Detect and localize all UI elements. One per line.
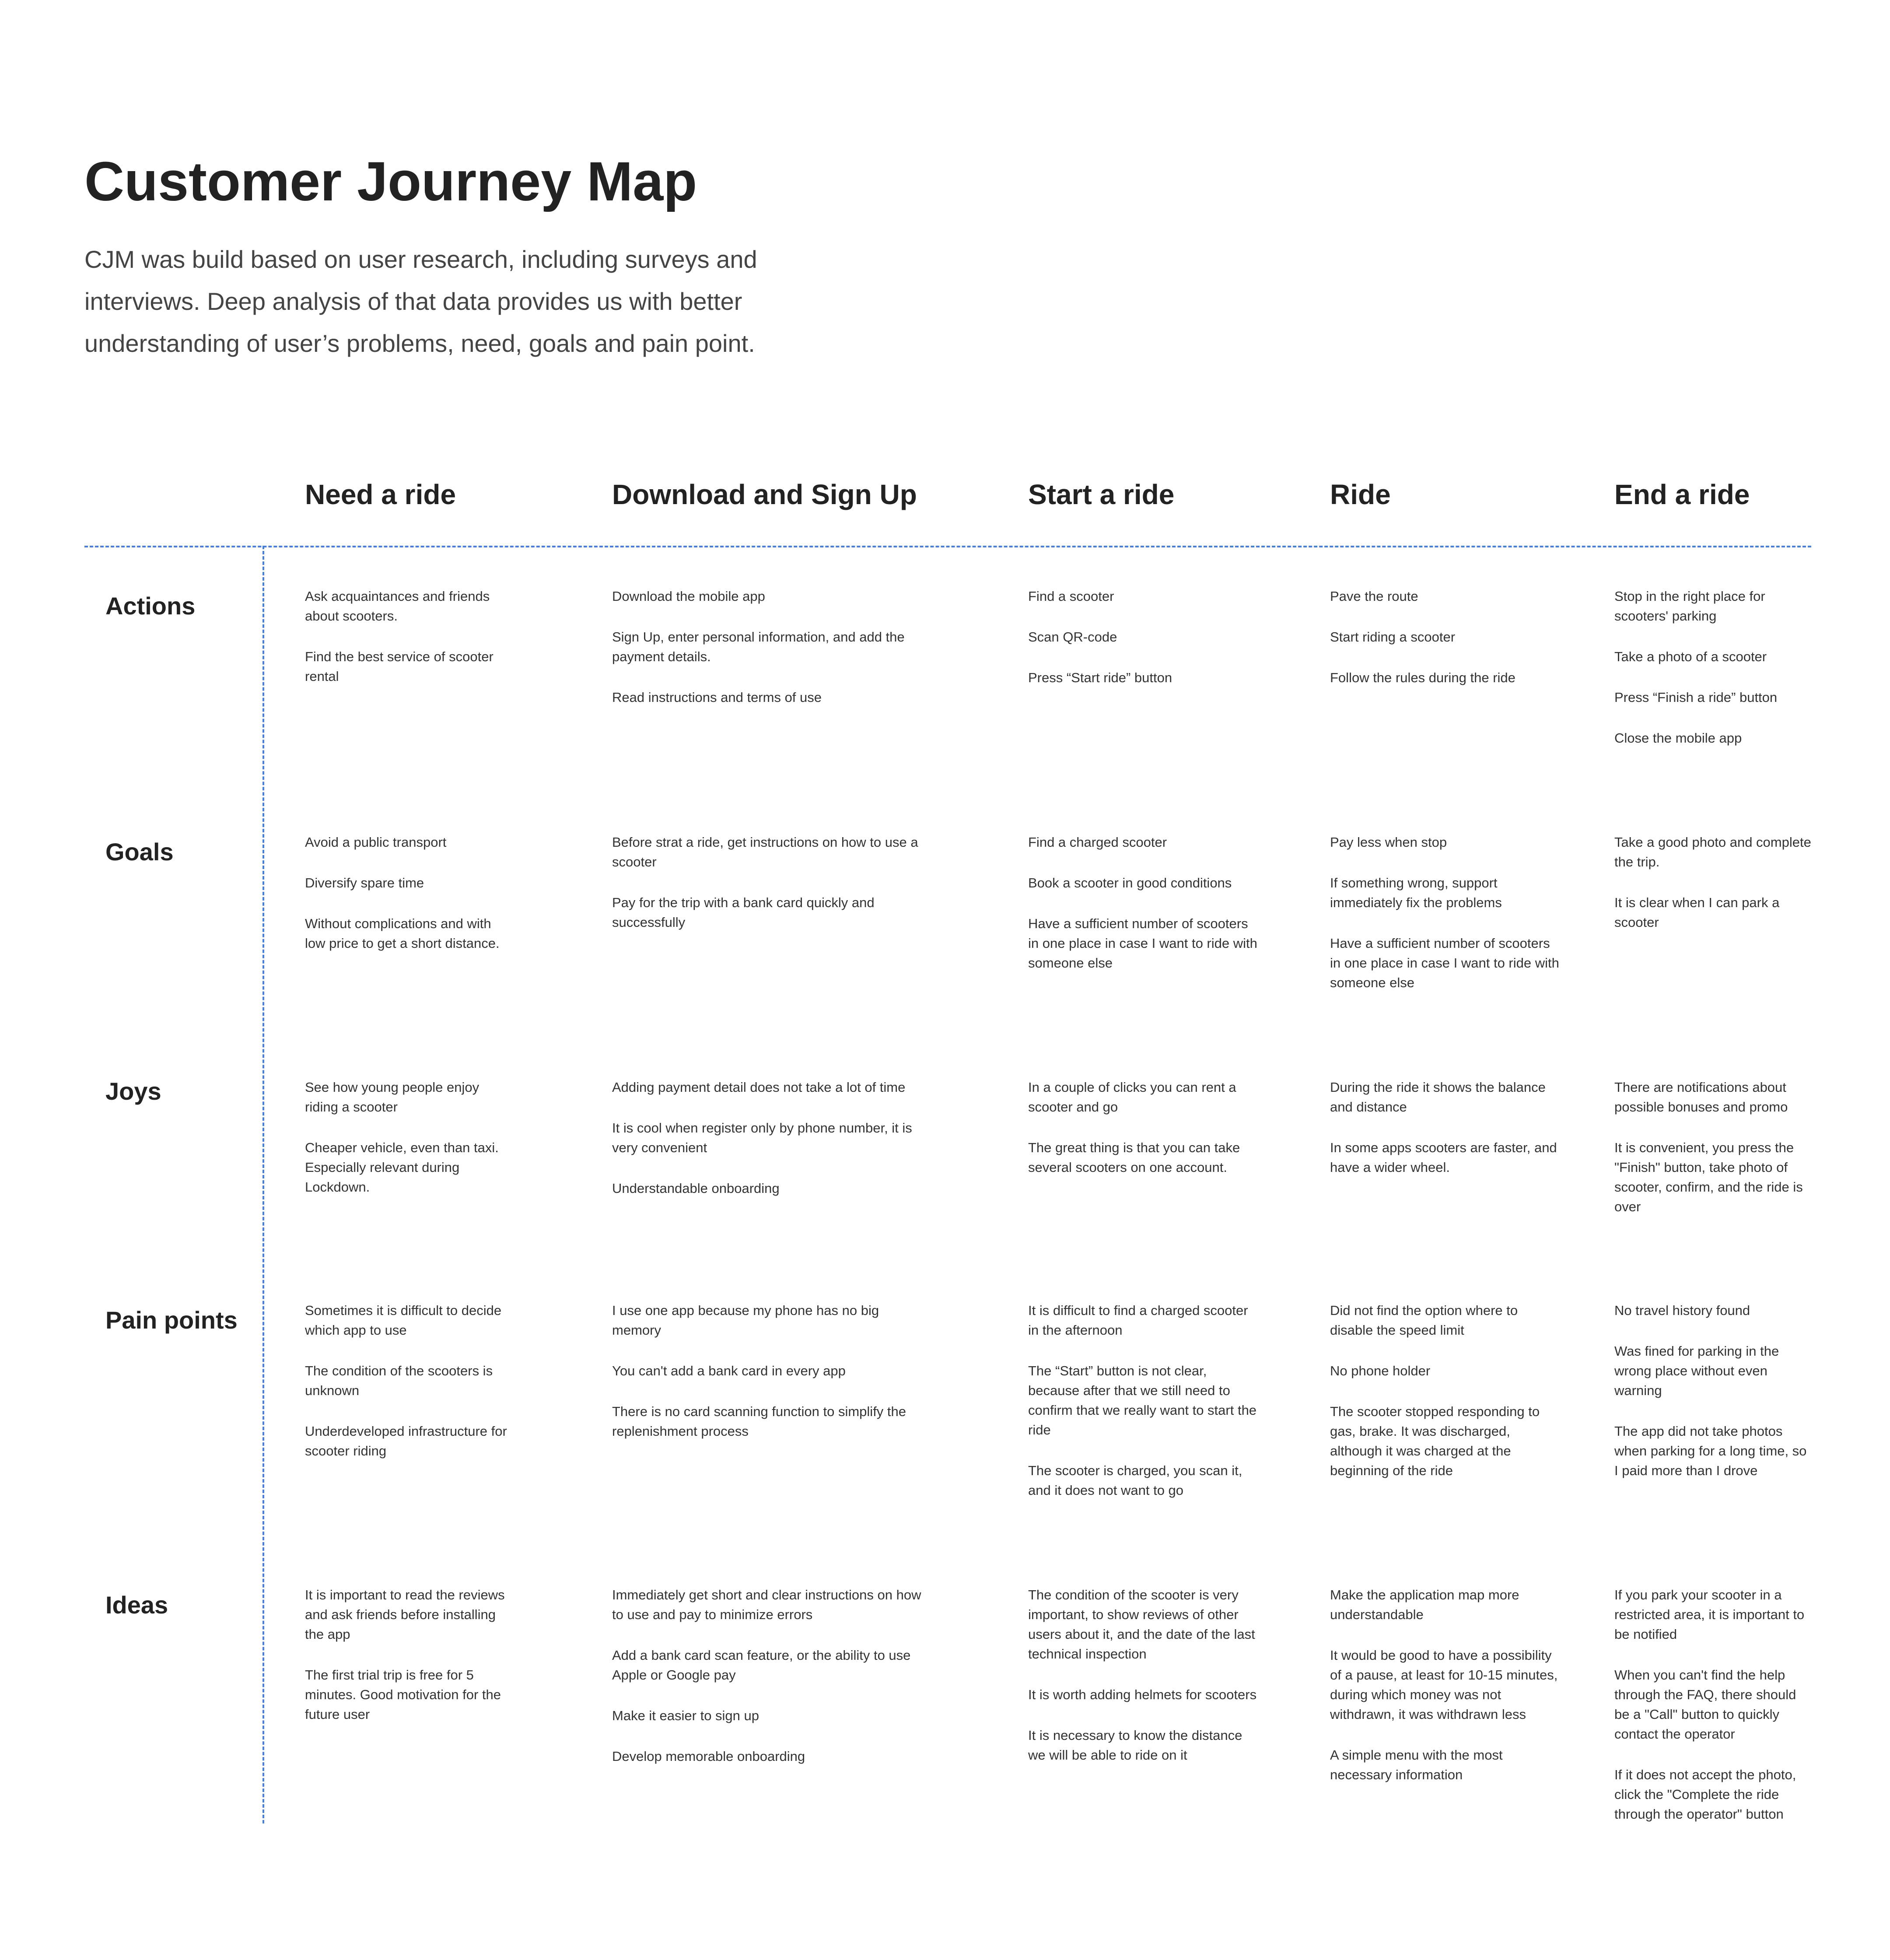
- cell-item: During the ride it shows the balance and distance: [1330, 1080, 1546, 1115]
- cell-item: Have a sufficient number of scooters in one place in case I want to ride with someone else: [1028, 916, 1257, 971]
- cell-goals-start-a-ride: [1028, 832, 1260, 973]
- cell-item: Find a scooter: [1028, 589, 1114, 604]
- cell-item: Have a sufficient number of scooters in one place in case I want to ride with someone else: [1330, 936, 1559, 990]
- cell-pain-points-start-a-ride: [1028, 1301, 1260, 1500]
- cell-item: Understandable onboarding: [612, 1181, 780, 1196]
- cell-item: Make the application map more understandable: [1330, 1587, 1519, 1622]
- cell-item: The great thing is that you can take several scooters on one account.: [1028, 1140, 1240, 1175]
- cell-item: No phone holder: [1330, 1363, 1431, 1378]
- cell-item: Find the best service of scooter rental: [305, 649, 494, 684]
- cell-ideas-ride: [1330, 1585, 1562, 1785]
- cell-item: Find a charged scooter: [1028, 834, 1167, 850]
- row-label-actions: Actions: [105, 592, 196, 620]
- cell-item: The scooter is charged, you scan it, and it does not want to go: [1028, 1463, 1242, 1498]
- cell-item: Pay for the trip with a bank card quickly and successfully: [612, 895, 875, 930]
- cell-item: In some apps scooters are faster, and have a wider wheel.: [1330, 1140, 1557, 1175]
- cell-pain-points-ride: [1330, 1301, 1562, 1480]
- cell-item: Scan QR-code: [1028, 629, 1117, 645]
- page-title: Customer Journey Map: [84, 151, 697, 212]
- cell-joys-need-a-ride: [305, 1077, 511, 1197]
- stage-download-and-sign-up: Download and Sign Up: [612, 479, 917, 510]
- cell-item: Sign Up, enter personal information, and add the payment details.: [612, 629, 905, 664]
- cell-actions-ride: [1330, 586, 1562, 687]
- row-label-joys: Joys: [105, 1077, 161, 1105]
- cell-item: It is convenient, you press the "Finish" button, take photo of scooter, confirm, and the ride is over: [1614, 1140, 1803, 1214]
- cell-item: Was fined for parking in the wrong place without even warning: [1614, 1343, 1779, 1398]
- cell-actions-start-a-ride: [1028, 586, 1260, 687]
- cell-actions-end-a-ride: [1614, 586, 1813, 748]
- stage-ride: Ride: [1330, 479, 1391, 510]
- cell-item: Read instructions and terms of use: [612, 690, 822, 705]
- cell-pain-points-end-a-ride: [1614, 1301, 1813, 1480]
- cell-joys-start-a-ride: [1028, 1077, 1260, 1177]
- cell-item: The “Start” button is not clear, because after that we still need to confirm that we really want to start the ride: [1028, 1363, 1257, 1438]
- cell-item: It is cool when register only by phone number, it is very convenient: [612, 1120, 912, 1155]
- cell-item: There is no card scanning function to simplify the replenishment process: [612, 1404, 906, 1439]
- stage-need-a-ride: Need a ride: [305, 479, 456, 510]
- cell-item: Diversify spare time: [305, 875, 424, 891]
- cell-item: Pay less when stop: [1330, 834, 1447, 850]
- cell-item: Did not find the option where to disable the speed limit: [1330, 1303, 1518, 1338]
- cell-item: Follow the rules during the ride: [1330, 670, 1516, 685]
- cell-item: Adding payment detail does not take a lot of time: [612, 1080, 906, 1095]
- cell-item: Before strat a ride, get instructions on how to use a scooter: [612, 834, 918, 870]
- cell-item: The app did not take photos when parking for a long time, so I paid more than I drove: [1614, 1424, 1807, 1478]
- cell-goals-need-a-ride: [305, 832, 511, 953]
- cell-item: Underdeveloped infrastructure for scooter riding: [305, 1424, 507, 1459]
- cell-item: It is difficult to find a charged scooter in the afternoon: [1028, 1303, 1248, 1338]
- cell-item: A simple menu with the most necessary information: [1330, 1747, 1503, 1782]
- cell-item: The condition of the scooters is unknown: [305, 1363, 493, 1398]
- cell-item: It is worth adding helmets for scooters: [1028, 1687, 1257, 1702]
- cell-item: Book a scooter in good conditions: [1028, 875, 1232, 891]
- cell-item: Pave the route: [1330, 589, 1418, 604]
- cell-item: In a couple of clicks you can rent a scooter and go: [1028, 1080, 1236, 1115]
- cell-item: If something wrong, support immediately fix the problems: [1330, 875, 1502, 910]
- page-description: CJM was build based on user research, including surveys and interviews. Deep analysis of that data provides us with better understanding of user’s problems, need, goals and pain point.: [84, 245, 757, 357]
- stage-start-a-ride: Start a ride: [1028, 479, 1175, 510]
- cell-actions-need-a-ride: [305, 586, 511, 686]
- cell-pain-points-download-and-sign-up: [612, 1301, 927, 1441]
- cell-item: Sometimes it is difficult to decide which app to use: [305, 1303, 502, 1338]
- cell-pain-points-need-a-ride: [305, 1301, 511, 1461]
- cell-item: Take a photo of a scooter: [1614, 649, 1767, 664]
- cell-item: I use one app because my phone has no big memory: [612, 1303, 879, 1338]
- cell-item: Develop memorable onboarding: [612, 1749, 805, 1764]
- cell-item: Make it easier to sign up: [612, 1708, 760, 1723]
- cell-item: If it does not accept the photo, click the "Complete the ride through the operator" button: [1614, 1767, 1796, 1822]
- cell-item: When you can't find the help through the FAQ, there should be a "Call" button to quickly contact the operator: [1614, 1667, 1796, 1742]
- cell-joys-end-a-ride: [1614, 1077, 1813, 1217]
- cell-joys-download-and-sign-up: [612, 1077, 927, 1198]
- cell-item: Press “Finish a ride” button: [1614, 690, 1778, 705]
- cell-item: Immediately get short and clear instructions on how to use and pay to minimize errors: [612, 1587, 921, 1622]
- cell-item: Add a bank card scan feature, or the ability to use Apple or Google pay: [612, 1648, 911, 1683]
- cell-goals-end-a-ride: [1614, 832, 1813, 932]
- row-label-ideas: Ideas: [105, 1591, 168, 1619]
- cell-item: See how young people enjoy riding a scooter: [305, 1080, 480, 1115]
- cell-item: Stop in the right place for scooters' parking: [1614, 589, 1765, 624]
- cell-item: The first trial trip is free for 5 minutes. Good motivation for the future user: [305, 1667, 501, 1722]
- cell-joys-ride: [1330, 1077, 1562, 1177]
- cell-item: It is necessary to know the distance we will be able to ride on it: [1028, 1728, 1242, 1763]
- cell-item: Ask acquaintances and friends about scooters.: [305, 589, 490, 624]
- cell-item: Close the mobile app: [1614, 730, 1742, 746]
- cell-goals-ride: [1330, 832, 1562, 992]
- cell-item: Take a good photo and complete the trip.: [1614, 834, 1811, 870]
- cell-item: You can't add a bank card in every app: [612, 1363, 846, 1378]
- cell-item: Start riding a scooter: [1330, 629, 1456, 645]
- cell-item: Cheaper vehicle, even than taxi. Especially relevant during Lockdown.: [305, 1140, 499, 1195]
- cell-item: It is important to read the reviews and ask friends before installing the app: [305, 1587, 505, 1642]
- cell-item: Download the mobile app: [612, 589, 765, 604]
- row-label-divider: [262, 546, 264, 1823]
- cell-ideas-start-a-ride: [1028, 1585, 1260, 1765]
- row-label-pain-points: Pain points: [105, 1306, 238, 1334]
- cell-item: Without complications and with low price to get a short distance.: [305, 916, 500, 951]
- cell-ideas-need-a-ride: [305, 1585, 511, 1724]
- cell-item: No travel history found: [1614, 1303, 1750, 1318]
- row-label-goals: Goals: [105, 838, 174, 866]
- cell-ideas-end-a-ride: [1614, 1585, 1813, 1824]
- cell-item: Avoid a public transport: [305, 834, 447, 850]
- cell-item: Press “Start ride” button: [1028, 670, 1172, 685]
- cell-item: The scooter stopped responding to gas, brake. It was discharged, although it was charged at the beginning of the ride: [1330, 1404, 1540, 1478]
- cell-item: There are notifications about possible bonuses and promo: [1614, 1080, 1788, 1115]
- cell-item: It would be good to have a possibility of a pause, at least for 10-15 minutes, during which money was not withdrawn, it was withdrawn less: [1330, 1648, 1558, 1722]
- cell-item: If you park your scooter in a restricted area, it is important to be notified: [1614, 1587, 1805, 1642]
- cell-ideas-download-and-sign-up: [612, 1585, 927, 1766]
- header-divider: [84, 546, 1811, 547]
- stage-end-a-ride: End a ride: [1614, 479, 1750, 510]
- cell-goals-download-and-sign-up: [612, 832, 927, 932]
- cell-item: The condition of the scooter is very important, to show reviews of other users about it, and the date of the last technical inspection: [1028, 1587, 1255, 1662]
- cell-actions-download-and-sign-up: [612, 586, 927, 707]
- cell-item: It is clear when I can park a scooter: [1614, 895, 1780, 930]
